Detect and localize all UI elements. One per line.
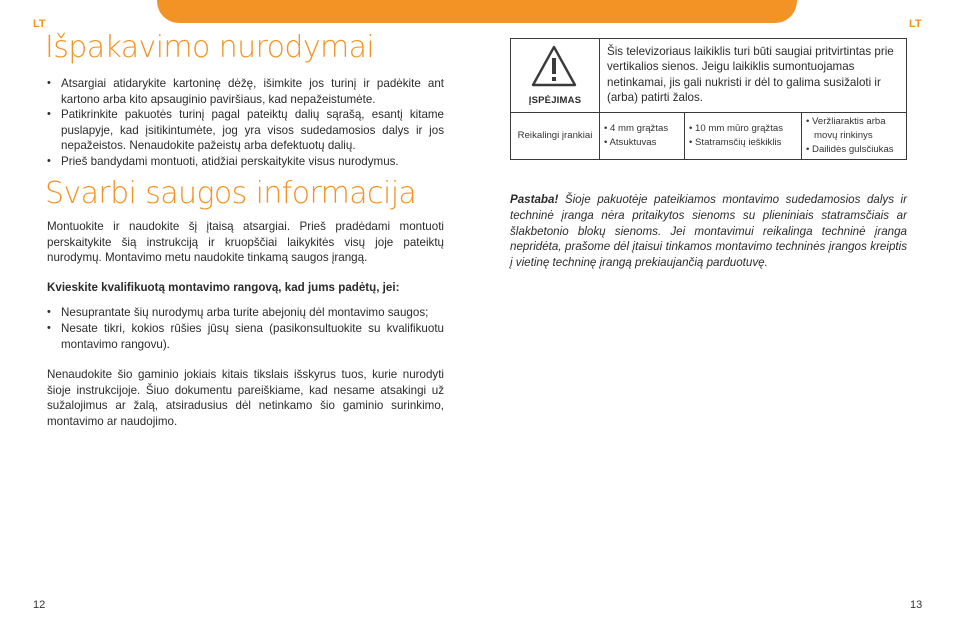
unpacking-list (47, 76, 444, 170)
tool-item: • Veržliaraktis arba (806, 116, 886, 127)
tools-column-1 (600, 113, 685, 160)
tool-item: • Atsuktuvas (604, 137, 657, 148)
language-label-left: LT (33, 18, 46, 30)
warning-triangle-icon (531, 45, 577, 87)
tool-item: • 10 mm mūro grąžtas (689, 123, 783, 134)
safety-title: Svarbi saugos informacija (45, 176, 417, 211)
warning-text: Šis televizoriaus laikiklis turi būti saugiai pritvirtintas prie vertikalios sienos. Jeigu laikiklis sumontuojamas netinkamai, jis gali nukristi ir dėl to galima susižaloti ir (arba) patirti žalos. (600, 39, 907, 113)
warning-table (510, 38, 907, 160)
note-lead: Pastaba! (510, 193, 559, 206)
list-item: • Prieš bandydami montuoti, atidžiai perskaitykite visus nurodymus. (47, 154, 444, 170)
safety-subheading: Kvieskite kvalifikuotą montavimo rangovą, kad jums padėtų, jei: (47, 280, 400, 294)
page-number-right: 13 (910, 599, 923, 611)
safety-section (47, 219, 444, 430)
warning-icon-cell (511, 39, 600, 113)
tool-item: • 4 mm grąžtas (604, 123, 669, 134)
list-item: • Atsargiai atidarykite kartoninę dėžę, išimkite jos turinį ir padėkite ant kartono arba kito apsauginio paviršiaus, kad nepažeistumėte. (47, 76, 444, 107)
page-number-left: 12 (33, 599, 46, 611)
language-label-right: LT (909, 18, 922, 30)
list-item: • Nesate tikri, kokios rūšies jūsų siena (pasikonsultuokite su kvalifikuotu montavimo rangovu). (47, 321, 444, 352)
tool-item: movų rinkinys (814, 130, 873, 141)
list-item: • Nesuprantate šių nurodymų arba turite abejonių dėl montavimo saugos; (47, 305, 444, 321)
list-item: • Patikrinkite pakuotės turinį pagal pateiktų dalių sąrašą, esantį kitame puslapyje, kad įsitikintumėte, jog yra visos sudedamosios dalys ir jos nepažeistos. Nenaudokite pažeistų arba defektuotų dalių. (47, 107, 444, 154)
safety-intro: Montuokite ir naudokite šį įtaisą atsargiai. Prieš pradėdami montuoti perskaitykite šią instrukciją ir kruopščiai laikykitės visų joje pateiktų nurodymų. Montavimo metu naudokite tinkamą saugos įrangą. (47, 220, 444, 265)
safety-closing: Nenaudokite šio gaminio jokiais kitais tikslais išskyrus tuos, kurie nurodyti šioje instrukcijoje. Šiuo dokumentu pareiškiame, kad nesame atsakingi už sužalojimus ar žalą, atsiradusius dėl netinkamo šio gaminio surinkimo, montavimo ar naudojimo. (47, 368, 444, 428)
tools-column-3 (802, 113, 907, 160)
warning-label: ĮSPĖJIMAS (528, 95, 582, 106)
note-paragraph (510, 192, 907, 271)
header-tab (157, 0, 797, 23)
unpacking-title: Išpakavimo nurodymai (45, 30, 375, 65)
tools-label: Reikalingi įrankiai (511, 113, 600, 160)
tool-item: • Statramsčių ieškiklis (689, 137, 782, 148)
note-text: Šioje pakuotėje pateikiamos montavimo sudedamosios dalys ir techninė įranga nėra pritaikytos sienoms su plieniniais statramsčiais ar šlakbetonio blokų sienoms. Jei montavimui reikalinga techninė įranga nepridėta, prašome dėl įtaisui tinkamos montavimo techninės įrangos kreiptis į vietinę techninę įrangą prekiaujančią parduotuvę. (510, 193, 907, 270)
tools-column-2 (685, 113, 802, 160)
tool-item: • Dailidės gulsčiukas (806, 144, 894, 155)
